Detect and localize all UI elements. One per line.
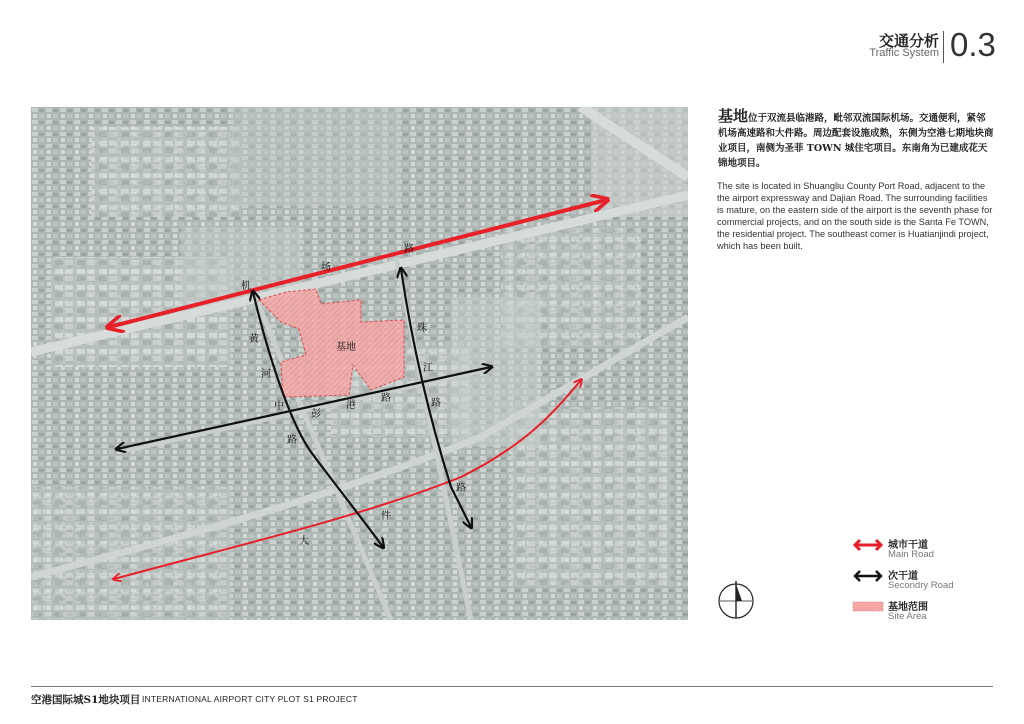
page-title-cn: 交通分析 xyxy=(878,32,939,50)
airport-road-label-2: 场 xyxy=(321,262,331,273)
huanghe-road-label-3: 中 xyxy=(274,401,284,412)
legend-item-site-area xyxy=(852,598,982,629)
page-title-en: Traffic System xyxy=(869,47,939,59)
footer-title-cn: 空港国际城S1地块项目 xyxy=(31,694,141,706)
description-en: The site is located in Shuangliu County Port Road, adjacent to the the airport expressway and Dajian Road. The surrounding facilities is mature, on the eastern side of the airport is the seventh phase for commercial projects, and on the south side is the Santa Fe TOWN, the residential project. The southeast corner is Huatianjindi project, which has been built. xyxy=(717,181,993,251)
legend xyxy=(852,536,982,629)
pengzhou-road-label-2: 港 xyxy=(346,400,356,411)
section-number: 0.3 xyxy=(950,26,996,63)
zhujiang-road-label-2: 江 xyxy=(423,363,433,374)
red-double-arrow-icon xyxy=(852,538,884,552)
legend-item-secondary-road xyxy=(852,567,982,598)
zhujiang-road-label-3: 路 xyxy=(431,398,441,409)
description-body-cn: 位于双流县临港路，毗邻双流国际机场。交通便利，紧邻机场高速路和大件路。周边配套设施成熟，东侧为空港七期地块商业项目，南侧为圣菲 TOWN 城住宅项目。东南角为已建成花天锦地项目。 xyxy=(718,113,994,169)
huanghe-road-label-2: 河 xyxy=(261,369,271,380)
description-cn xyxy=(718,109,994,171)
huanghe-road-label-4: 路 xyxy=(287,435,297,446)
huanghe-road-label-1: 黄 xyxy=(249,334,259,345)
site-area-swatch-icon xyxy=(852,600,884,614)
legend-label-cn: 城市干道 xyxy=(888,540,928,551)
black-double-arrow-icon xyxy=(852,569,884,583)
airport-road-label-3: 路 xyxy=(404,244,414,255)
traffic-map xyxy=(31,107,688,620)
zhujiang-road-label-1: 珠 xyxy=(417,323,427,334)
dajian-road-label-3: 路 xyxy=(456,483,466,494)
north-arrow-icon xyxy=(717,581,755,619)
site-label: 基地 xyxy=(336,342,356,353)
dajian-road-label-2: 件 xyxy=(381,511,391,522)
legend-label-cn: 基地范围 xyxy=(888,602,928,613)
legend-label-en: Main Road xyxy=(888,549,934,560)
pengzhou-road-label-3: 路 xyxy=(381,393,391,404)
legend-label-en: Secondry Road xyxy=(888,580,954,591)
footer-title-en: INTERNATIONAL AIRPORT CITY PLOT S1 PROJECT xyxy=(142,694,358,704)
header-divider xyxy=(943,31,944,63)
legend-label-en: Site Area xyxy=(888,611,927,622)
dajian-road-label-1: 大 xyxy=(299,536,309,547)
legend-label-cn: 次干道 xyxy=(888,571,918,582)
airport-road-label-1: 机 xyxy=(241,281,251,292)
pengzhou-road-label-1: 彭 xyxy=(311,409,321,420)
footer-divider xyxy=(31,686,993,687)
legend-item-main-road xyxy=(852,536,982,567)
description-lead: 基地 xyxy=(718,107,749,125)
